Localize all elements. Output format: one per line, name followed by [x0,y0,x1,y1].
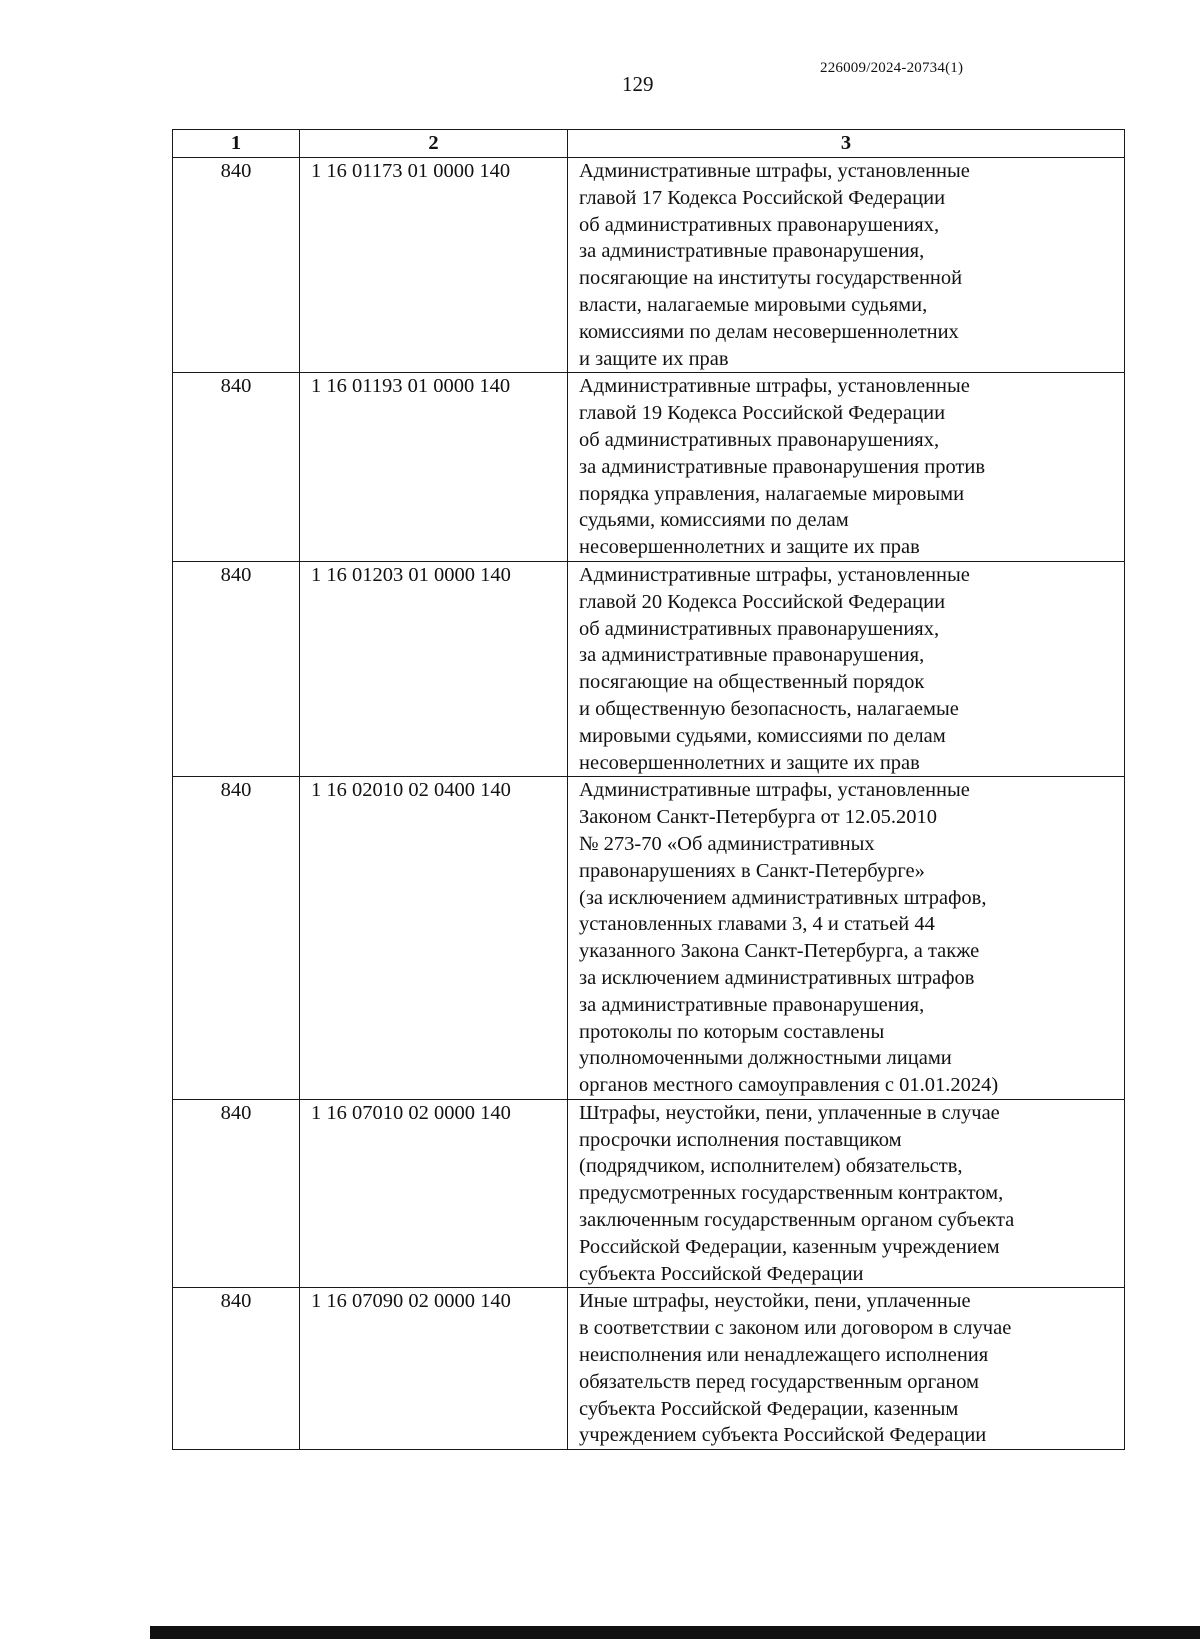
description-line: органов местного самоуправления с 01.01.2024) [579,1074,999,1097]
budget-classification-code-cell: 1 16 01173 01 0000 140 [300,158,568,373]
budget-classification-code-cell: 1 16 01203 01 0000 140 [300,561,568,776]
description-line: главой 17 Кодекса Российской Федерации [579,186,946,209]
document-registration-number: 226009/2024-20734(1) [820,60,964,76]
admin-code-cell: 840 [173,561,300,776]
revenue-description-cell [568,158,1125,373]
description-line: судьями, комиссиями по делам [579,509,849,532]
description-line: и защите их прав [579,347,729,370]
revenue-description-cell [568,373,1125,562]
description-line: мировыми судьями, комиссиями по делам [579,724,946,747]
table-row [173,777,1125,1100]
description-line: неисполнения или ненадлежащего исполнения [579,1344,989,1367]
description-line: за административные правонарушения, [579,993,925,1016]
description-line: правонарушениях в Санкт-Петербурге» [579,859,925,882]
budget-classification-code-cell: 1 16 07010 02 0000 140 [300,1099,568,1288]
description-line: посягающие на общественный порядок [579,671,925,694]
table-row [173,561,1125,776]
description-line: Административные штрафы, установленные [579,375,970,398]
description-line: протоколы по которым составлены [579,1020,885,1043]
table-body [173,158,1125,1450]
description-line: Законом Санкт-Петербурга от 12.05.2010 [579,806,937,829]
column-header-1: 1 [173,130,300,158]
description-line: в соответствии с законом или договором в случае [579,1317,1012,1340]
budget-codes-table [172,129,1125,1450]
description-line: Административные штрафы, установленные [579,563,970,586]
budget-classification-code-cell: 1 16 07090 02 0000 140 [300,1288,568,1450]
page-number: 129 [622,72,654,96]
description-line: главой 19 Кодекса Российской Федерации [579,402,946,425]
table-row [173,158,1125,373]
description-line: уполномоченными должностными лицами [579,1047,952,1070]
description-line: Российской Федерации, казенным учреждением [579,1235,1000,1258]
table-header-row [173,130,1125,158]
table-row [173,373,1125,562]
description-line: предусмотренных государственным контрактом, [579,1182,1004,1205]
description-line: об административных правонарушениях, [579,428,940,451]
description-line: за административные правонарушения, [579,644,925,667]
description-line: субъекта Российской Федерации [579,1262,864,1285]
table-row [173,1099,1125,1288]
description-line: заключенным государственным органом субъекта [579,1209,1015,1232]
admin-code-cell: 840 [173,777,300,1100]
description-line: порядка управления, налагаемые мировыми [579,482,965,505]
description-line: посягающие на институты государственной [579,267,963,290]
description-line: комиссиями по делам несовершеннолетних [579,320,959,343]
description-line: № 273-70 «Об административных [579,832,875,855]
description-line: несовершеннолетних и защите их прав [579,536,920,559]
description-line: Административные штрафы, установленные [579,779,970,802]
description-line: власти, налагаемые мировыми судьями, [579,293,928,316]
description-line: субъекта Российской Федерации, казенным [579,1397,959,1420]
column-header-2: 2 [300,130,568,158]
table-row [173,1288,1125,1450]
description-line: Штрафы, неустойки, пени, уплаченные в случае [579,1101,1000,1124]
column-header-3: 3 [568,130,1125,158]
description-line: обязательств перед государственным органом [579,1370,980,1393]
budget-classification-code-cell: 1 16 01193 01 0000 140 [300,373,568,562]
description-line: указанного Закона Санкт-Петербурга, а также [579,940,980,963]
description-line: несовершеннолетних и защите их прав [579,751,920,774]
description-line: (за исключением административных штрафов, [579,886,987,909]
description-line: просрочки исполнения поставщиком [579,1128,902,1151]
scan-edge-bar [150,1626,1200,1639]
description-line: за исключением административных штрафов [579,966,975,989]
description-line: установленных главами 3, 4 и статьей 44 [579,913,935,936]
description-line: учреждением субъекта Российской Федерации [579,1424,987,1447]
budget-classification-code-cell: 1 16 02010 02 0400 140 [300,777,568,1100]
description-line: (подрядчиком, исполнителем) обязательств, [579,1155,963,1178]
revenue-description-cell [568,777,1125,1100]
description-line: Административные штрафы, установленные [579,160,970,182]
description-line: за административные правонарушения, [579,240,925,263]
revenue-description-cell [568,1099,1125,1288]
description-line: Иные штрафы, неустойки, пени, уплаченные [579,1290,971,1313]
admin-code-cell: 840 [173,158,300,373]
revenue-description-cell [568,561,1125,776]
description-line: об административных правонарушениях, [579,213,940,236]
admin-code-cell: 840 [173,1099,300,1288]
admin-code-cell: 840 [173,1288,300,1450]
revenue-description-cell [568,1288,1125,1450]
description-line: об административных правонарушениях, [579,617,940,640]
admin-code-cell: 840 [173,373,300,562]
description-line: главой 20 Кодекса Российской Федерации [579,590,946,613]
description-line: за административные правонарушения против [579,455,986,478]
description-line: и общественную безопасность, налагаемые [579,697,959,720]
